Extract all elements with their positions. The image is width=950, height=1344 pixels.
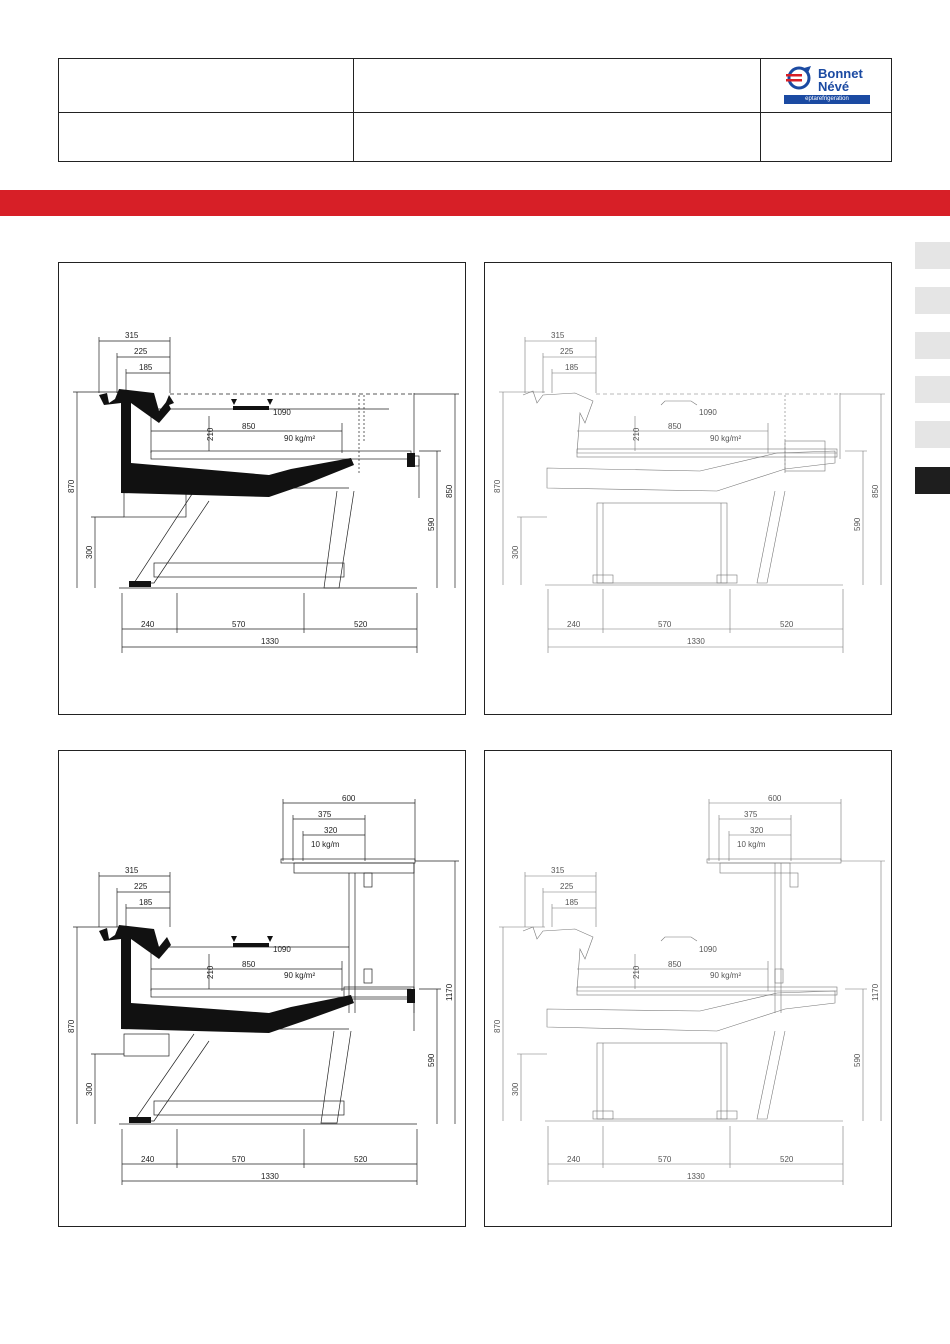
dim-225: 225 bbox=[560, 882, 574, 891]
dim-315: 315 bbox=[551, 331, 565, 340]
logo-word-1: Bonnet bbox=[818, 66, 863, 81]
dim-590: 590 bbox=[853, 517, 862, 531]
dim-185: 185 bbox=[139, 898, 153, 907]
section-drawing-top-right bbox=[485, 263, 893, 716]
header-cell-title bbox=[58, 58, 354, 113]
dim-850-right: 850 bbox=[871, 484, 880, 498]
side-tab-6-active[interactable] bbox=[915, 467, 950, 494]
dim-315: 315 bbox=[125, 331, 139, 340]
dim-1090: 1090 bbox=[699, 945, 717, 954]
dim-870: 870 bbox=[493, 479, 502, 493]
drawing-panel-top-left bbox=[58, 262, 466, 715]
dim-300: 300 bbox=[85, 545, 94, 559]
dim-870: 870 bbox=[67, 479, 76, 493]
dim-240: 240 bbox=[141, 620, 155, 629]
dim-210: 210 bbox=[632, 965, 641, 979]
dim-315: 315 bbox=[551, 866, 565, 875]
dim-1090: 1090 bbox=[273, 945, 291, 954]
side-tab-2[interactable] bbox=[915, 287, 950, 314]
dim-570: 570 bbox=[232, 620, 246, 629]
dim-590: 590 bbox=[853, 1053, 862, 1067]
shelf-load-rating: 10 kg/m bbox=[737, 840, 766, 849]
dim-1090: 1090 bbox=[699, 408, 717, 417]
dim-300: 300 bbox=[511, 1082, 520, 1096]
dim-850: 850 bbox=[668, 960, 682, 969]
dim-520: 520 bbox=[354, 620, 368, 629]
side-tab-1[interactable] bbox=[915, 242, 950, 269]
drawing-panel-top-right bbox=[484, 262, 892, 715]
dim-870: 870 bbox=[493, 1019, 502, 1033]
dim-1330: 1330 bbox=[261, 1172, 279, 1181]
section-drawing-top-left bbox=[59, 263, 467, 716]
header-cell-info bbox=[353, 112, 761, 162]
logo-tagline: eptarefrigeration bbox=[784, 95, 870, 104]
dim-590: 590 bbox=[427, 517, 436, 531]
dim-225: 225 bbox=[560, 347, 574, 356]
dim-1170: 1170 bbox=[871, 983, 880, 1001]
side-tab-3[interactable] bbox=[915, 332, 950, 359]
load-rating: 90 kg/m² bbox=[284, 434, 316, 443]
dim-570: 570 bbox=[658, 1155, 672, 1164]
dim-300: 300 bbox=[511, 545, 520, 559]
dim-1090: 1090 bbox=[273, 408, 291, 417]
dim-520: 520 bbox=[780, 1155, 794, 1164]
dim-870: 870 bbox=[67, 1019, 76, 1033]
dim-225: 225 bbox=[134, 347, 148, 356]
load-rating: 90 kg/m² bbox=[710, 971, 742, 980]
dim-185: 185 bbox=[565, 898, 579, 907]
header-cell-model bbox=[58, 112, 354, 162]
dim-240: 240 bbox=[567, 620, 581, 629]
dim-240: 240 bbox=[141, 1155, 155, 1164]
drawing-panel-bottom-right bbox=[484, 750, 892, 1227]
side-tab-4[interactable] bbox=[915, 376, 950, 403]
dim-520: 520 bbox=[354, 1155, 368, 1164]
load-rating: 90 kg/m² bbox=[710, 434, 742, 443]
shelf-load-rating: 10 kg/m bbox=[311, 840, 340, 849]
dim-240: 240 bbox=[567, 1155, 581, 1164]
dim-850: 850 bbox=[242, 960, 256, 969]
header-cell-description bbox=[353, 58, 761, 113]
dim-590: 590 bbox=[427, 1053, 436, 1067]
drawing-panel-bottom-left bbox=[58, 750, 466, 1227]
dim-320: 320 bbox=[324, 826, 338, 835]
dim-520: 520 bbox=[780, 620, 794, 629]
dim-315: 315 bbox=[125, 866, 139, 875]
dim-210: 210 bbox=[206, 427, 215, 441]
dim-375: 375 bbox=[744, 810, 758, 819]
dim-320: 320 bbox=[750, 826, 764, 835]
section-band bbox=[0, 190, 950, 216]
dim-1330: 1330 bbox=[687, 1172, 705, 1181]
section-drawing-bottom-left bbox=[59, 751, 467, 1228]
dim-210: 210 bbox=[632, 427, 641, 441]
dim-1170: 1170 bbox=[445, 983, 454, 1001]
logo-emblem-icon bbox=[784, 63, 818, 95]
dim-300: 300 bbox=[85, 1082, 94, 1096]
dim-185: 185 bbox=[139, 363, 153, 372]
side-tab-5[interactable] bbox=[915, 421, 950, 448]
dim-1330: 1330 bbox=[687, 637, 705, 646]
section-drawing-bottom-right bbox=[485, 751, 893, 1228]
brand-logo bbox=[784, 63, 870, 105]
dim-850-right: 850 bbox=[445, 484, 454, 498]
dim-1330: 1330 bbox=[261, 637, 279, 646]
dim-600: 600 bbox=[768, 794, 782, 803]
load-rating: 90 kg/m² bbox=[284, 971, 316, 980]
dim-570: 570 bbox=[658, 620, 672, 629]
dim-210: 210 bbox=[206, 965, 215, 979]
logo-word-2: Névé bbox=[818, 79, 850, 94]
dim-600: 600 bbox=[342, 794, 356, 803]
dim-375: 375 bbox=[318, 810, 332, 819]
dim-225: 225 bbox=[134, 882, 148, 891]
dim-570: 570 bbox=[232, 1155, 246, 1164]
dim-850: 850 bbox=[242, 422, 256, 431]
dim-850: 850 bbox=[668, 422, 682, 431]
header-cell-page bbox=[760, 112, 892, 162]
dim-185: 185 bbox=[565, 363, 579, 372]
